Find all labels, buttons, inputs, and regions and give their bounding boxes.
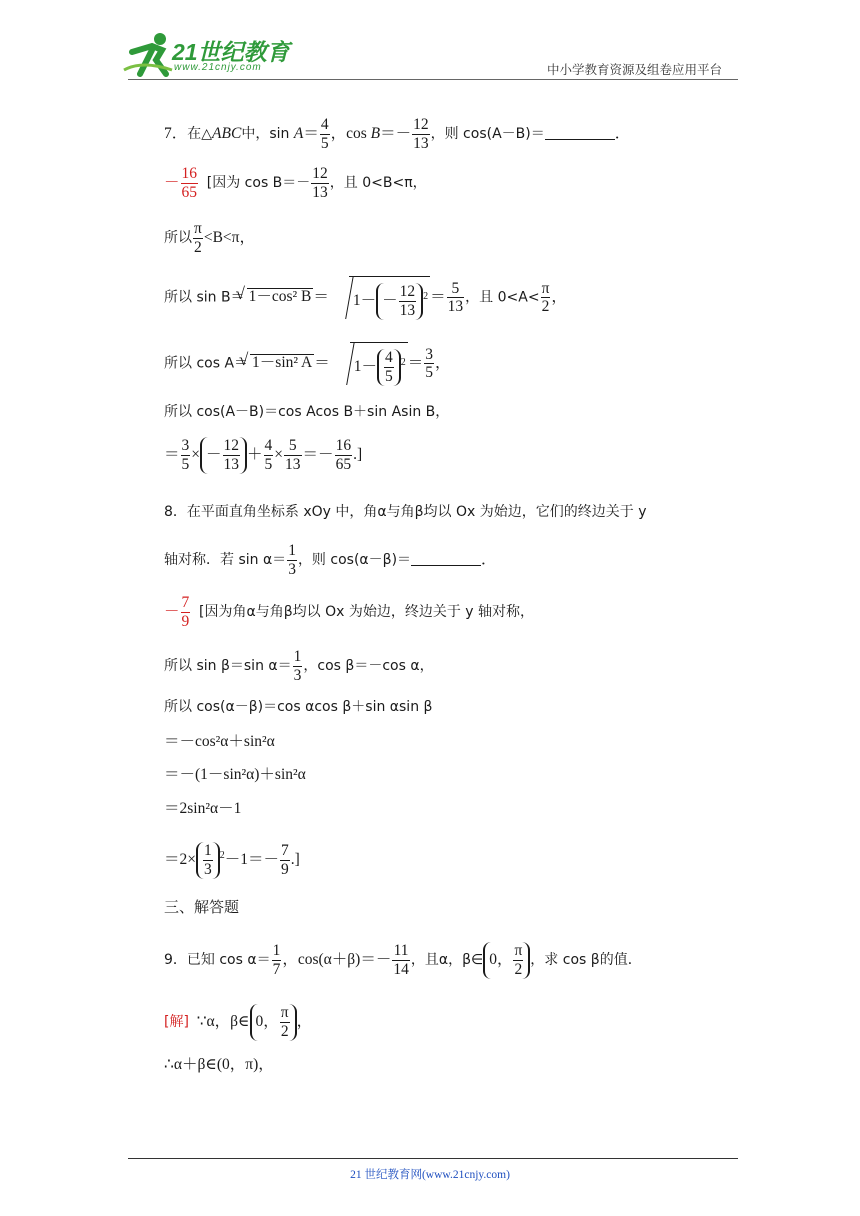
q8-l6-text: ＝2sin²α－1 bbox=[164, 800, 242, 817]
q9-solution-l2 bbox=[164, 1057, 274, 1073]
q8-l5-text: ＝－(1－sin²α)＋sin²α bbox=[164, 766, 306, 783]
q7-stem-tail: ，则 cos(A－B)＝ bbox=[430, 125, 545, 142]
q8-solution-l2: 所以 sin β＝sin α＝ $\frac{1}{3}$ ，cos β＝－cos α， bbox=[164, 648, 434, 684]
q8-l4-text: ＝－cos²α＋sin²α bbox=[164, 733, 275, 750]
q7-answer-line bbox=[164, 165, 427, 202]
section-heading: 三、解答题 bbox=[164, 898, 240, 916]
q8-stem1-text: 8．在平面直角坐标系 xOy 中，角α与角β均以 Ox 为始边，它们的终边关于 y bbox=[164, 504, 647, 520]
q7-period: ． bbox=[614, 124, 631, 142]
q7-answer-blank bbox=[545, 139, 615, 140]
logo-url: www.21cnjy.com bbox=[174, 62, 262, 73]
q7-fraction-cosB: $\frac{12}{13}$ bbox=[413, 116, 429, 152]
logo-title: 21世纪教育 bbox=[172, 39, 290, 65]
q7-answer: － $\frac{16}{65}$ bbox=[164, 165, 198, 201]
q9-l1-pre: ∵α，β∈ bbox=[196, 1012, 250, 1030]
q8-stem2-tail: ，则 cos(α－β)＝ bbox=[297, 551, 412, 568]
q7-solution-l3: 所以 sin B＝√ 1－cos² B ＝ 1－ － $\frac{12}{13}$ $^2$ ＝ $\frac{5}{13}$ ，且 0<A< $\frac{\pi}{2}$ ， bbox=[164, 276, 567, 320]
q9-pre: 9．已知 cos α＝ bbox=[164, 951, 271, 968]
q8-l3-text: 所以 cos(α－β)＝cos αcos β＋sin αsin β bbox=[164, 699, 433, 715]
q8-solution-l1: [因为角α与角β均以 Ox 为始边，终边关于 y 轴对称， bbox=[199, 603, 535, 620]
q8-solution-l3 bbox=[164, 699, 432, 715]
q7-stem-pre: 在△ bbox=[187, 125, 213, 142]
q9-mid: ，cos(α＋β)＝－ bbox=[282, 950, 392, 968]
q7-l4-result: $\frac{3}{5}$ bbox=[425, 345, 434, 382]
q9-solution-l1: [解] ∵α，β∈ 0， $\frac{\pi}{2}$ ， bbox=[164, 1004, 313, 1040]
header-platform-name: 中小学教育资源及组卷应用平台 bbox=[546, 62, 722, 77]
logo bbox=[122, 30, 292, 80]
q7-stem: 7．在△ABC中，sin A＝ $\frac{4}{5}$ ，cos B＝－ $\frac{12}{13}$ ，则 cos(A－B)＝ ． bbox=[164, 116, 631, 152]
q7-l3-eq: ＝ bbox=[313, 288, 329, 306]
q7-solution-l5 bbox=[164, 404, 449, 420]
q7-l4-pre: 所以 cos A＝ bbox=[164, 355, 249, 372]
q7-triangle-name: ABC bbox=[212, 124, 242, 142]
q7-sol-fraction-1: $\frac{12}{13}$ bbox=[312, 165, 328, 201]
q8-l2-tail: ，cos β＝－cos α， bbox=[303, 657, 434, 674]
q7-l5-text: 所以 cos(A－B)＝cos Acos B＋sin Asin B， bbox=[164, 404, 450, 420]
q7-l3-pre: 所以 sin B＝ bbox=[164, 289, 245, 306]
q9-interval: 0， $\frac{\pi}{2}$ bbox=[483, 942, 530, 979]
q7-l2-pre: 所以 bbox=[164, 229, 192, 246]
footer-link[interactable]: 21 世纪教育网(www.21cnjy.com) bbox=[350, 1169, 510, 1181]
q7-l2-fraction: $\frac{\pi}{2}$ bbox=[194, 220, 202, 256]
runner-logo-icon bbox=[122, 30, 174, 78]
q9-solution-label: [解] bbox=[164, 1013, 189, 1030]
q7-solution-l1: [因为 cos B＝－ bbox=[206, 174, 311, 191]
footer-divider bbox=[128, 1158, 738, 1159]
q7-l4-sqrt: √ 1－sin² A bbox=[250, 354, 314, 371]
q9-l2-text: ∴α＋β∈(0，π)， bbox=[164, 1056, 274, 1073]
q8-solution-l6 bbox=[164, 801, 241, 817]
q8-solution-l4 bbox=[164, 734, 275, 750]
q9-tail: ，求 cos β的值． bbox=[530, 951, 642, 968]
q8-solution-l7: ＝2× $\frac{1}{3}$ $^2$－1＝－ $\frac{7}{9}$ .] bbox=[164, 842, 300, 878]
q7-l3-big-sqrt: 1－ － $\frac{12}{13}$ $^2$ bbox=[349, 276, 430, 320]
q7-l3-pi: $\frac{\pi}{2}$ bbox=[541, 279, 550, 316]
q8-stem-line2: 轴对称．若 sin α＝ $\frac{1}{3}$ ，则 cos(α－β)＝ ． bbox=[164, 542, 497, 578]
q8-l2-pre: 所以 sin β＝sin α＝ bbox=[164, 657, 292, 674]
q8-solution-l5 bbox=[164, 767, 306, 783]
q8-stem2-pre: 轴对称．若 sin α＝ bbox=[164, 551, 287, 568]
q7-solution-l2 bbox=[164, 220, 255, 257]
q7-stem-mid: 中，sin bbox=[241, 125, 294, 142]
q7-l3-tail: ，且 0<A< bbox=[465, 289, 540, 306]
header-divider bbox=[128, 79, 738, 80]
q7-l3-result: $\frac{5}{13}$ bbox=[447, 279, 464, 316]
q8-answer-blank bbox=[411, 565, 481, 566]
q7-solution-l4: 所以 cos A＝√ 1－sin² A ＝ 1－ $\frac{4}{5}$ $^2$ ＝ $\frac{3}{5}$ ， bbox=[164, 342, 451, 386]
q8-stem-line1 bbox=[164, 504, 647, 520]
q7-cosB-label: ，cos bbox=[330, 124, 371, 142]
q7-solution-l6: ＝ $\frac{3}{5}$ × － $\frac{12}{13}$ ＋ $\frac{4}{5}$ × $\frac{5}{13}$ ＝－ $\frac{16}{65}$ .] bbox=[164, 437, 363, 473]
q8-answer: － $\frac{7}{9}$ bbox=[164, 594, 190, 630]
q7-number: 7． bbox=[164, 124, 188, 142]
q7-solution-l1-tail: ，且 0<B<π， bbox=[329, 174, 427, 191]
q7-l3-inner: 1－ bbox=[352, 291, 377, 309]
q7-l3-sqrt: √ 1－cos² B bbox=[247, 288, 314, 305]
q7-fraction-sinA: $\frac{4}{5}$ bbox=[320, 116, 329, 152]
q9-stem: 9．已知 cos α＝ $\frac{1}{7}$ ，cos(α＋β)＝－ $\frac{11}{14}$ ，且α，β∈ 0， $\frac{\pi}{2}$ ，求 cos β的值． bbox=[164, 942, 642, 978]
q8-answer-line bbox=[164, 594, 534, 631]
q9-mid2: ，且α，β∈ bbox=[410, 951, 484, 968]
q7-l2-tail: <B<π， bbox=[203, 228, 255, 246]
q7-l4-big-sqrt: 1－ $\frac{4}{5}$ $^2$ bbox=[350, 342, 408, 386]
